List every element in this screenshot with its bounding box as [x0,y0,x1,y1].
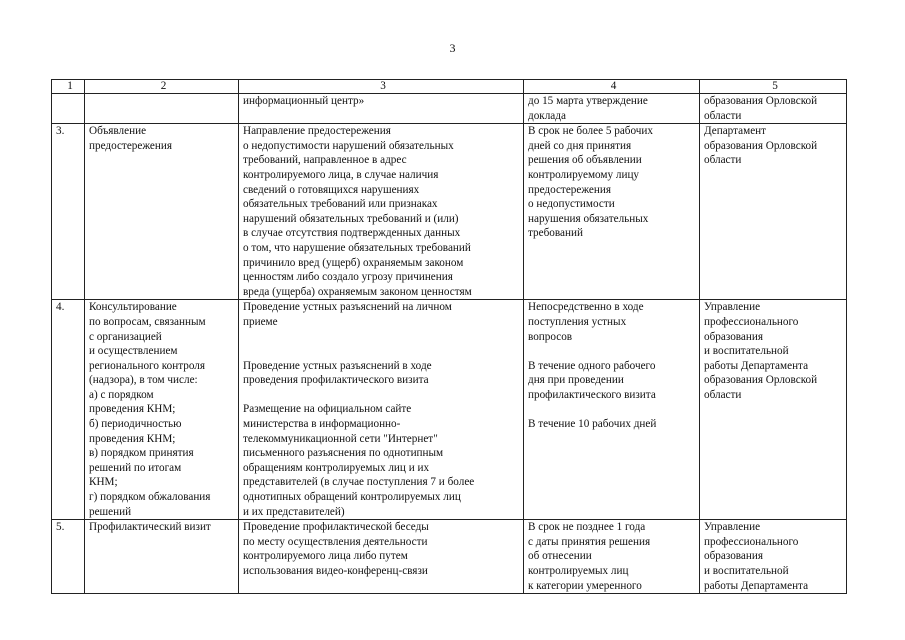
name-line: Профилактический визит [89,521,211,534]
action-line: нарушений обязательных требований и (или) [243,212,459,225]
responsible-line: образования [704,330,764,343]
name-line: б) периодичностью [89,418,182,431]
responsible-line: области [704,154,742,167]
term-line: В течение одного рабочего [528,359,656,372]
responsible-line: Департамент [704,125,767,138]
term-line: дней со дня принятия [528,139,632,152]
responsible-line: и воспитательной [704,565,789,577]
term-line [528,402,699,417]
term-line: до 15 марта утверждение [528,95,648,107]
action-line: телекоммуникационной сети "Интернет" [243,432,438,445]
cell-num: 3. [52,124,85,300]
action-line [243,388,523,403]
action-line: контролируемого лица либо путем [243,550,408,563]
responsible-line: и воспитательной [704,345,789,358]
responsible-line: области [704,388,742,401]
term-line: к категории умеренного [528,579,642,592]
action-line: и их представителей) [243,505,345,518]
action-line: ценностям либо создало угрозу причинения [243,271,453,284]
responsible-line: профессионального [704,315,799,328]
action-line: вреда (ущерба) охраняемым законом ценностям [243,285,472,298]
action-line: причинило вред (ущерб) охраняемым законом [243,256,464,269]
action-line: информационный центр» [243,95,365,107]
cell-num [52,94,85,124]
cell-term [524,94,700,124]
term-line: В течение 10 рабочих дней [528,418,657,431]
term-line: требований [528,227,583,240]
name-line: КНМ; [89,476,118,489]
header-col-4: 4 [524,80,700,94]
name-line: проведения КНМ; [89,432,176,445]
name-line: Объявление [89,125,147,138]
term-line: Непосредственно в ходе [528,301,644,314]
responsible-line: области [704,109,742,122]
responsible-line: Управление [704,301,761,314]
name-line: (надзора), в том числе: [89,374,198,387]
cell-name [85,94,239,124]
responsible-line: образования Орловской [704,139,818,152]
header-col-3: 3 [239,80,524,94]
responsible-line: образования [704,550,764,563]
cell-responsible [700,520,847,594]
action-line: письменного разъяснения по однотипным [243,447,444,460]
name-line: и осуществлением [89,345,178,358]
term-line: вопросов [528,330,573,343]
cell-name [85,300,239,520]
action-line: в случае отсутствия подтвержденных данных [243,227,461,240]
table-row [52,124,847,300]
action-line: однотипных обращений контролируемых лиц [243,491,461,504]
action-line: министерства в информационно- [243,418,401,431]
action-line: о недопустимости нарушений обязательных [243,139,454,152]
action-line: Размещение на официальном сайте [243,403,412,416]
responsible-line: образования Орловской [704,374,818,387]
term-line: о недопустимости [528,198,615,211]
cell-num: 5. [52,520,85,594]
responsible-line: работы Департамента [704,579,809,592]
cell-responsible [700,124,847,300]
action-line: обращениям контролируемых лиц и их [243,461,430,474]
action-line: Проведение устных разъяснений в ходе [243,359,432,372]
name-line: с организацией [89,330,162,343]
name-line: проведения КНМ; [89,403,176,416]
cell-term [524,124,700,300]
action-line: Проведение профилактической беседы [243,521,429,534]
action-line: Направление предостережения [243,125,391,138]
cell-term [524,520,700,594]
cell-name [85,520,239,594]
cell-term [524,300,700,520]
term-line: профилактического визита [528,388,656,401]
name-line: решений по итогам [89,461,182,474]
term-line: предостережения [528,183,612,196]
action-line: проведения профилактического визита [243,374,429,387]
term-line: решения об объявлении [528,154,642,167]
header-row [52,80,847,94]
term-line: нарушения обязательных [528,212,649,225]
term-line: дня при проведении [528,374,624,387]
responsible-line: Управление [704,521,761,534]
term-line: В срок не более 5 рабочих [528,125,653,138]
term-line: поступления устных [528,315,627,328]
table-row [52,520,847,594]
term-line: В срок не позднее 1 года [528,521,646,534]
page-number: 3 [449,41,456,55]
action-line: представителей (в случае поступления 7 и более [243,476,475,489]
name-line: решений [89,505,132,518]
cell-action [239,520,524,594]
action-line: приеме [243,315,278,328]
term-line [528,344,699,359]
action-line: Проведение устных разъяснений на личном [243,301,452,314]
term-line: контролируемых лиц [528,565,629,577]
name-line: по вопросам, связанным [89,315,206,328]
action-line: обязательных требований или признаках [243,198,438,211]
action-line: по месту осуществления деятельности [243,535,428,548]
header-col-2: 2 [85,80,239,94]
action-line [243,344,523,359]
action-line: контролируемого лица, в случае наличия [243,168,439,181]
term-line: доклада [528,109,566,122]
term-line: об отнесении [528,550,592,563]
cell-responsible [700,94,847,124]
cell-action [239,94,524,124]
responsible-line: образования Орловской [704,95,818,107]
measures-table [51,79,847,594]
table-row [52,300,847,520]
name-line: г) порядком обжалования [89,491,211,504]
action-line: использования видео-конференц-связи [243,565,428,577]
cell-responsible [700,300,847,520]
name-line: регионального контроля [89,359,205,372]
cell-action [239,124,524,300]
action-line: сведений о готовящихся нарушениях [243,183,420,196]
cell-name [85,124,239,300]
table-row [52,94,847,124]
cell-num: 4. [52,300,85,520]
action-line [243,330,523,345]
header-col-5: 5 [700,80,847,94]
responsible-line: профессионального [704,535,799,548]
name-line: Консультирование [89,301,177,314]
header-col-1: 1 [52,80,85,94]
action-line: о том, что нарушение обязательных требований [243,241,471,254]
action-line: требований, направленное в адрес [243,154,407,167]
name-line: в) порядком принятия [89,447,194,460]
name-line: а) с порядком [89,388,154,401]
responsible-line: работы Департамента [704,359,809,372]
cell-action [239,300,524,520]
name-line: предостережения [89,139,173,152]
term-line: с даты принятия решения [528,535,651,548]
term-line: контролируемому лицу [528,168,640,181]
